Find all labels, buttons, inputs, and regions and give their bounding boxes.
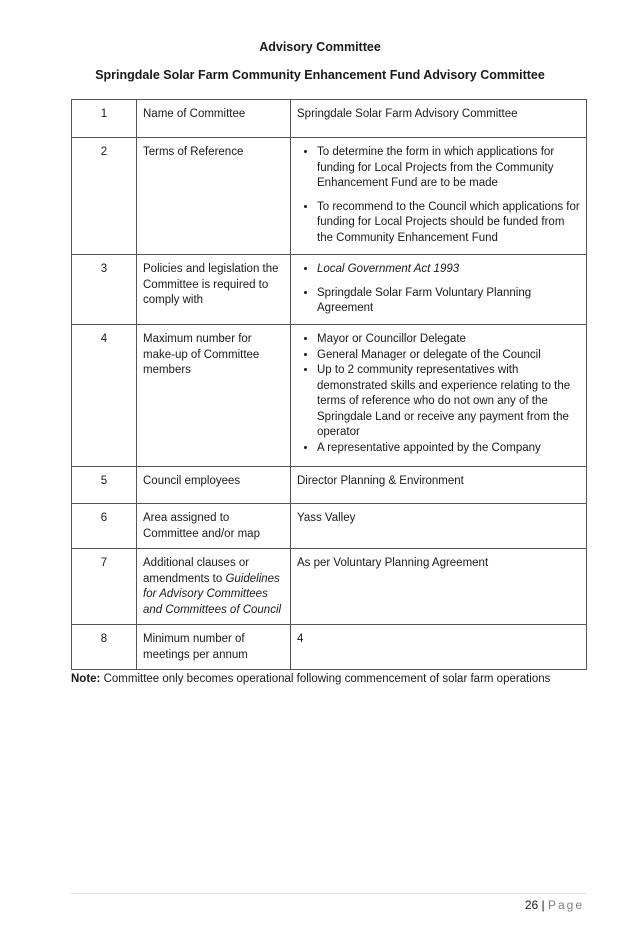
row-value — [291, 255, 587, 325]
row-number: 4 — [72, 325, 137, 467]
table-row — [72, 138, 587, 255]
note-prefix: Note: — [71, 673, 101, 685]
note — [71, 673, 550, 685]
row-number: 3 — [72, 255, 137, 325]
list-item: • General Manager or delegate of the Council — [317, 348, 580, 364]
bullet-list — [297, 145, 580, 246]
table-row — [72, 504, 587, 549]
row-value: As per Voluntary Planning Agreement — [291, 549, 587, 625]
row-number: 6 — [72, 504, 137, 549]
row-value: Yass Valley — [291, 504, 587, 549]
bullet-list — [297, 262, 580, 317]
row-value: Springdale Solar Farm Advisory Committee — [291, 100, 587, 138]
row-value: 4 — [291, 625, 587, 670]
row-value: Director Planning & Environment — [291, 467, 587, 504]
page-word: Page — [547, 898, 584, 912]
list-item: • Local Government Act 1993 — [317, 262, 580, 278]
row-number: 2 — [72, 138, 137, 255]
table-row — [72, 325, 587, 467]
document-subtitle: Springdale Solar Farm Community Enhancement Fund Advisory Committee — [95, 68, 545, 82]
row-number: 1 — [72, 100, 137, 138]
page-separator: | — [538, 898, 548, 912]
note-text: Committee only becomes operational following commencement of solar farm operations — [100, 673, 551, 685]
list-item: • Mayor or Councillor Delegate — [317, 332, 580, 348]
bullet-list — [297, 332, 580, 456]
row-label: Minimum number of meetings per annum — [137, 625, 291, 670]
row-number: 8 — [72, 625, 137, 670]
row-value — [291, 325, 587, 467]
document-title: Advisory Committee — [259, 40, 381, 54]
list-item: • Springdale Solar Farm Voluntary Planning Agreement — [317, 286, 580, 317]
row-label: Name of Committee — [137, 100, 291, 138]
row-label-text: Additional clauses or amendments to — [143, 557, 250, 585]
page-footer — [525, 898, 584, 912]
row-number: 7 — [72, 549, 137, 625]
row-label — [137, 549, 291, 625]
table-row — [72, 100, 587, 138]
committee-table — [71, 99, 587, 670]
table-row — [72, 549, 587, 625]
row-number: 5 — [72, 467, 137, 504]
row-label: Policies and legislation the Committee is required to comply with — [137, 255, 291, 325]
list-item: • Up to 2 community representatives with demonstrated skills and experience relating to the terms of reference who do not own any of the Springdale Land or receive any payment from the operator — [317, 363, 580, 441]
list-item: • To recommend to the Council which applications for funding for Local Projects should be funded from the Community Enhancement Fund — [317, 200, 580, 247]
page-number: 26 — [524, 898, 539, 912]
row-label: Maximum number for make-up of Committee members — [137, 325, 291, 467]
row-label: Council employees — [137, 467, 291, 504]
row-label: Area assigned to Committee and/or map — [137, 504, 291, 549]
table-row — [72, 255, 587, 325]
row-label: Terms of Reference — [137, 138, 291, 255]
row-label-italic: Guidelines for Advisory Committees and Committees of Council — [143, 572, 282, 616]
row-value — [291, 138, 587, 255]
table-row — [72, 625, 587, 670]
list-item: • A representative appointed by the Company — [317, 441, 580, 457]
list-item: • To determine the form in which applications for funding for Local Projects from the Community Enhancement Fund are to be made — [317, 145, 580, 192]
table-row — [72, 467, 587, 504]
footer-divider — [71, 893, 587, 894]
